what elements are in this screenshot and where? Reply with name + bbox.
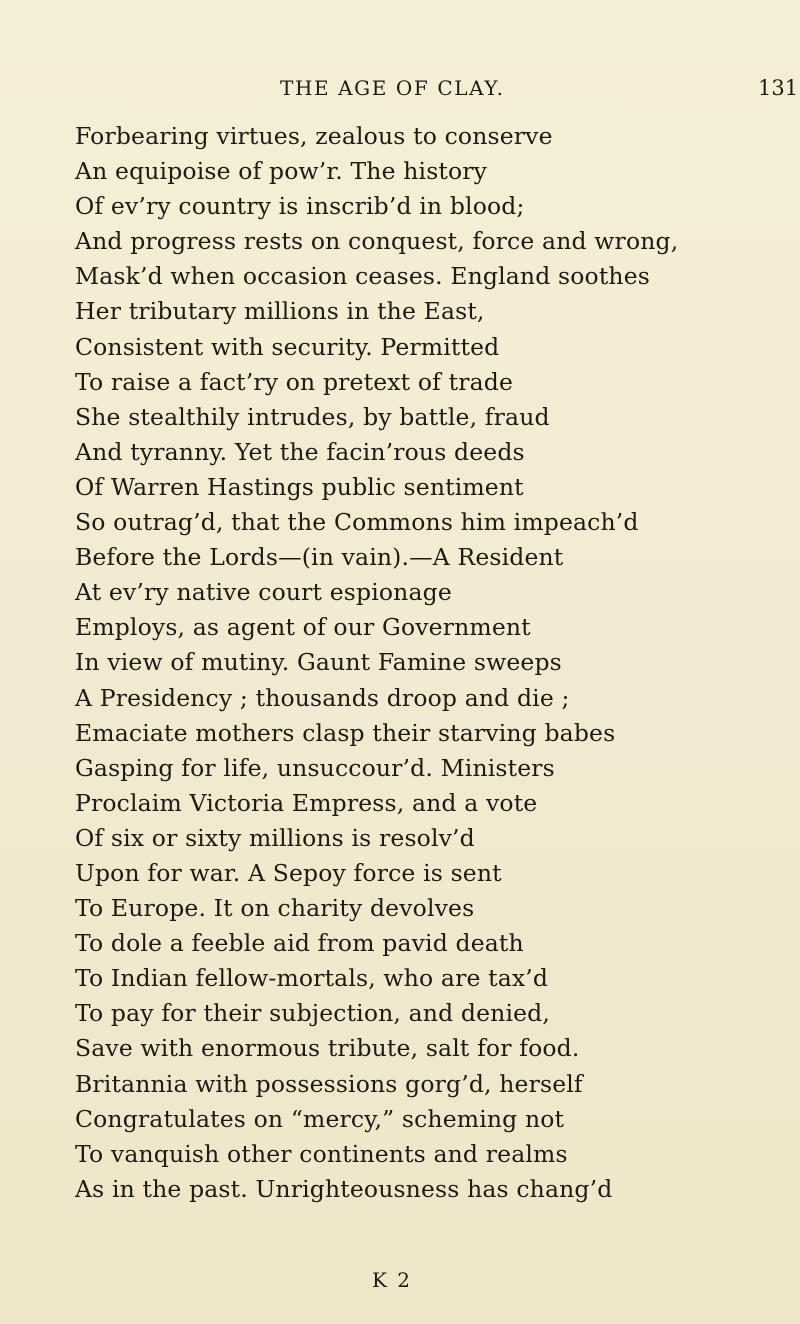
- verse-line: To vanquish other continents and realms: [75, 1139, 568, 1168]
- verse-line: Her tributary millions in the East,: [75, 297, 485, 326]
- signature-mark: K 2: [372, 1268, 413, 1292]
- verse-line: Of six or sixty millions is resolv’d: [75, 823, 475, 852]
- verse-body: [75, 119, 795, 1207]
- page-number: 131: [758, 76, 799, 100]
- verse-line: At ev’ry native court espionage: [75, 578, 452, 607]
- verse-line: Mask’d when occasion ceases. England soothes: [75, 262, 650, 291]
- verse-line: Employs, as agent of our Government: [75, 613, 531, 642]
- verse-line: Proclaim Victoria Empress, and a vote: [75, 788, 538, 817]
- verse-line: To pay for their subjection, and denied,: [75, 999, 550, 1028]
- verse-line: Emaciate mothers clasp their starving babes: [75, 718, 616, 747]
- verse-line: Congratulates on “mercy,” scheming not: [75, 1104, 565, 1133]
- verse-line: Consistent with security. Permitted: [75, 332, 500, 361]
- verse-line: In view of mutiny. Gaunt Famine sweeps: [75, 648, 562, 677]
- verse-line: So outrag’d, that the Commons him impeach’d: [75, 508, 639, 537]
- verse-line: Before the Lords—(in vain).—A Resident: [75, 543, 564, 572]
- verse-line: She stealthily intrudes, by battle, fraud: [75, 402, 550, 431]
- verse-line: As in the past. Unrighteousness has chang’d: [75, 1174, 613, 1203]
- verse-line: Upon for war. A Sepoy force is sent: [75, 858, 502, 887]
- verse-line: To Indian fellow-mortals, who are tax’d: [75, 964, 549, 993]
- running-head: [0, 76, 800, 106]
- verse-line: Of Warren Hastings public sentiment: [75, 472, 524, 501]
- verse-line: Britannia with possessions gorg’d, herself: [75, 1069, 583, 1098]
- verse-line: Gasping for life, unsuccour’d. Ministers: [75, 753, 555, 782]
- verse-line: A Presidency ; thousands droop and die ;: [75, 683, 570, 712]
- verse-line: And tyranny. Yet the facin’rous deeds: [75, 437, 525, 466]
- verse-line: Save with enormous tribute, salt for food.: [75, 1034, 580, 1063]
- verse-line: To dole a feeble aid from pavid death: [75, 929, 524, 958]
- running-title: THE AGE OF CLAY.: [280, 76, 505, 100]
- verse-line: Of ev’ry country is inscrib’d in blood;: [75, 192, 525, 221]
- verse-line: Forbearing virtues, zealous to conserve: [75, 122, 553, 150]
- verse-line: And progress rests on conquest, force and wrong,: [75, 227, 679, 256]
- verse-line: An equipoise of pow’r. The history: [75, 157, 488, 186]
- verse-line: To Europe. It on charity devolves: [75, 894, 475, 923]
- verse-line: To raise a fact’ry on pretext of trade: [75, 367, 514, 396]
